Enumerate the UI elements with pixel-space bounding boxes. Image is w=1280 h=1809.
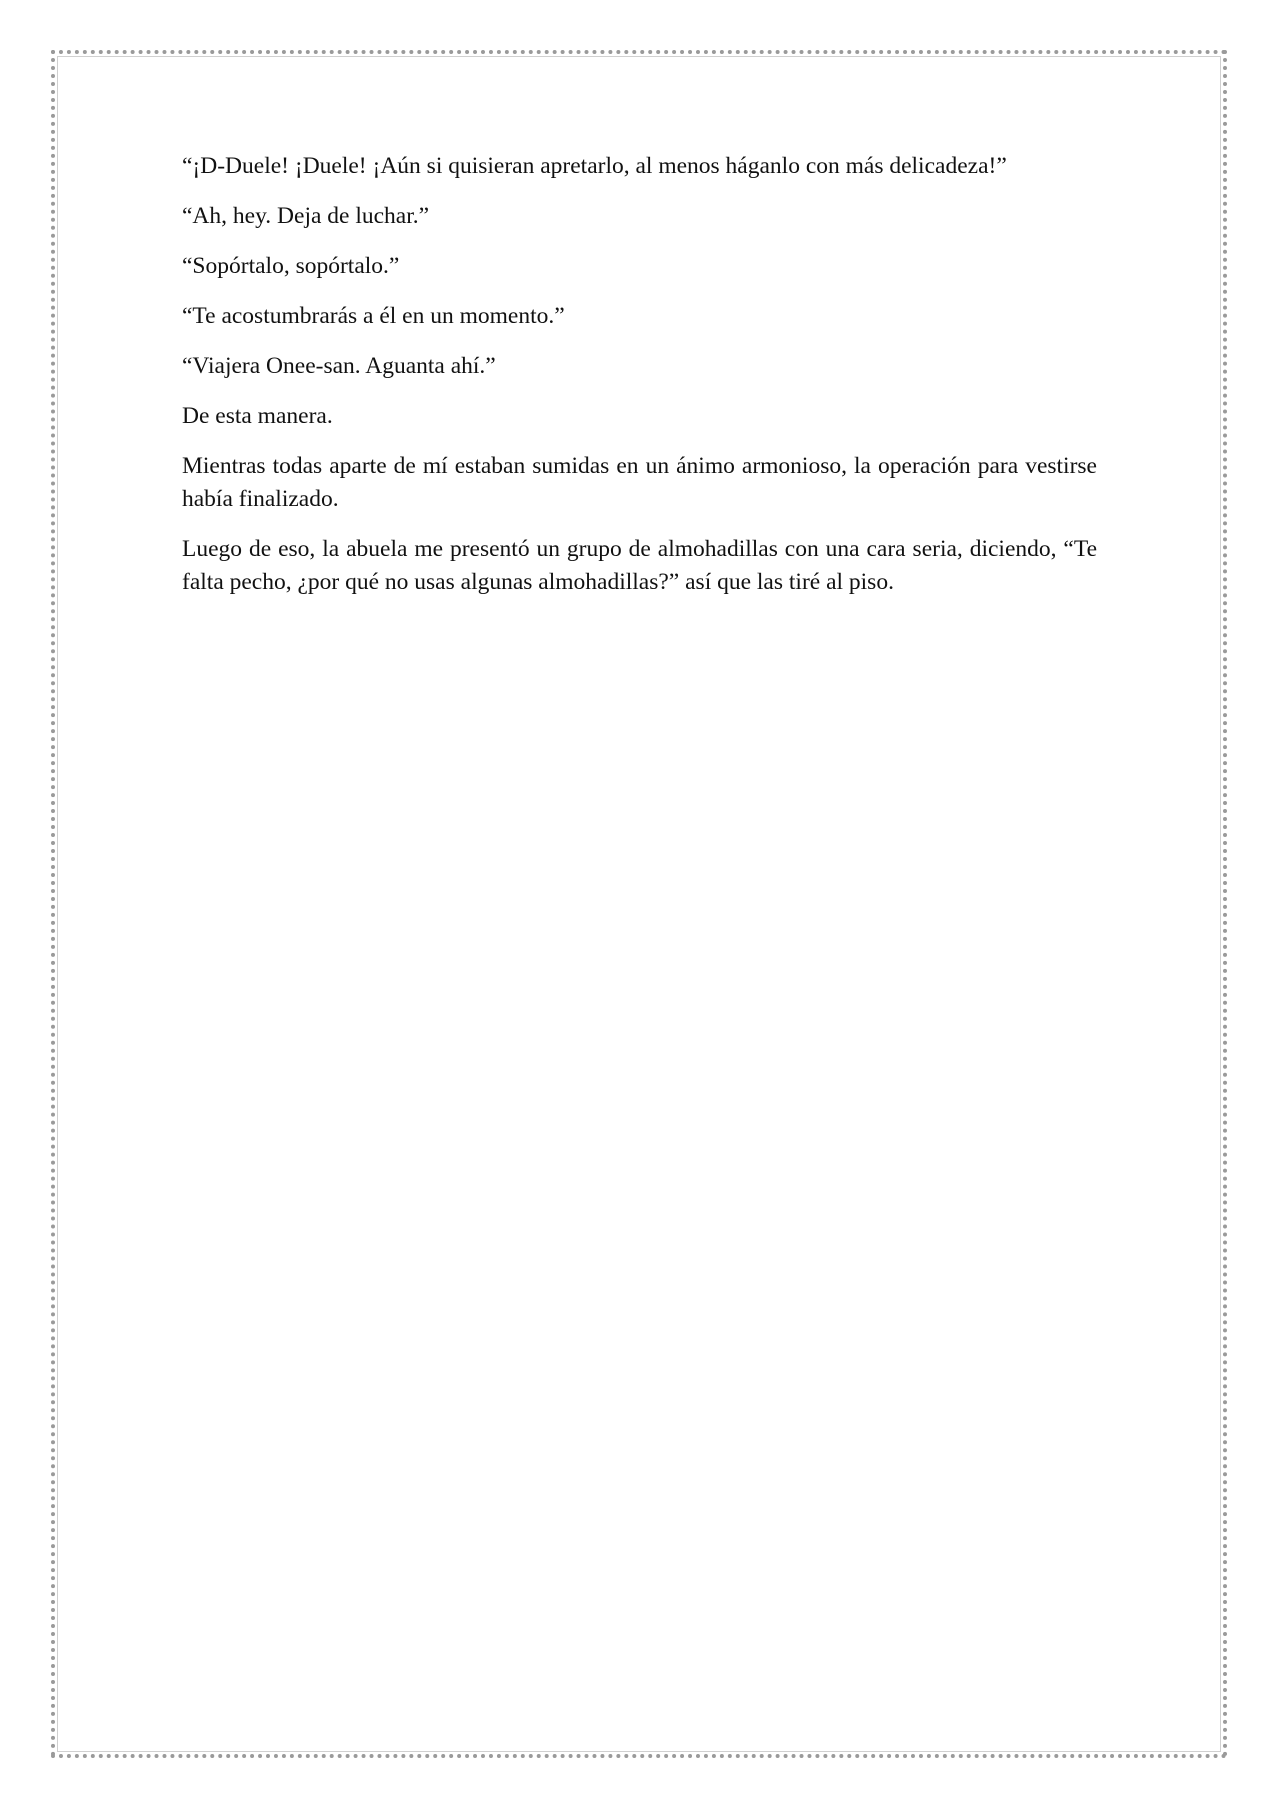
paragraph-3: “Sopórtalo, sopórtalo.” — [182, 253, 400, 279]
paragraph-8: Luego de eso, la abuela me presentó un grupo de almohadillas con una cara seria, diciendo, “Te falta pecho, ¿por qué no usas algunas almohadillas?” así que las tiré al piso. — [182, 536, 1097, 595]
paragraph-2: “Ah, hey. Deja de luchar.” — [182, 203, 430, 229]
paragraph-4: “Te acostumbrarás a él en un momento.” — [182, 303, 565, 329]
paragraph-6: De esta manera. — [182, 403, 333, 429]
paragraph-7: Mientras todas aparte de mí estaban sumidas en un ánimo armonioso, la operación para vestirse había finalizado. — [182, 453, 1097, 512]
paragraph-5: “Viajera Onee-san. Aguanta ahí.” — [182, 353, 496, 379]
paragraph-1: “¡D-Duele! ¡Duele! ¡Aún si quisieran apretarlo, al menos háganlo con más delicadeza!” — [182, 153, 1007, 179]
document-body — [182, 150, 1097, 616]
